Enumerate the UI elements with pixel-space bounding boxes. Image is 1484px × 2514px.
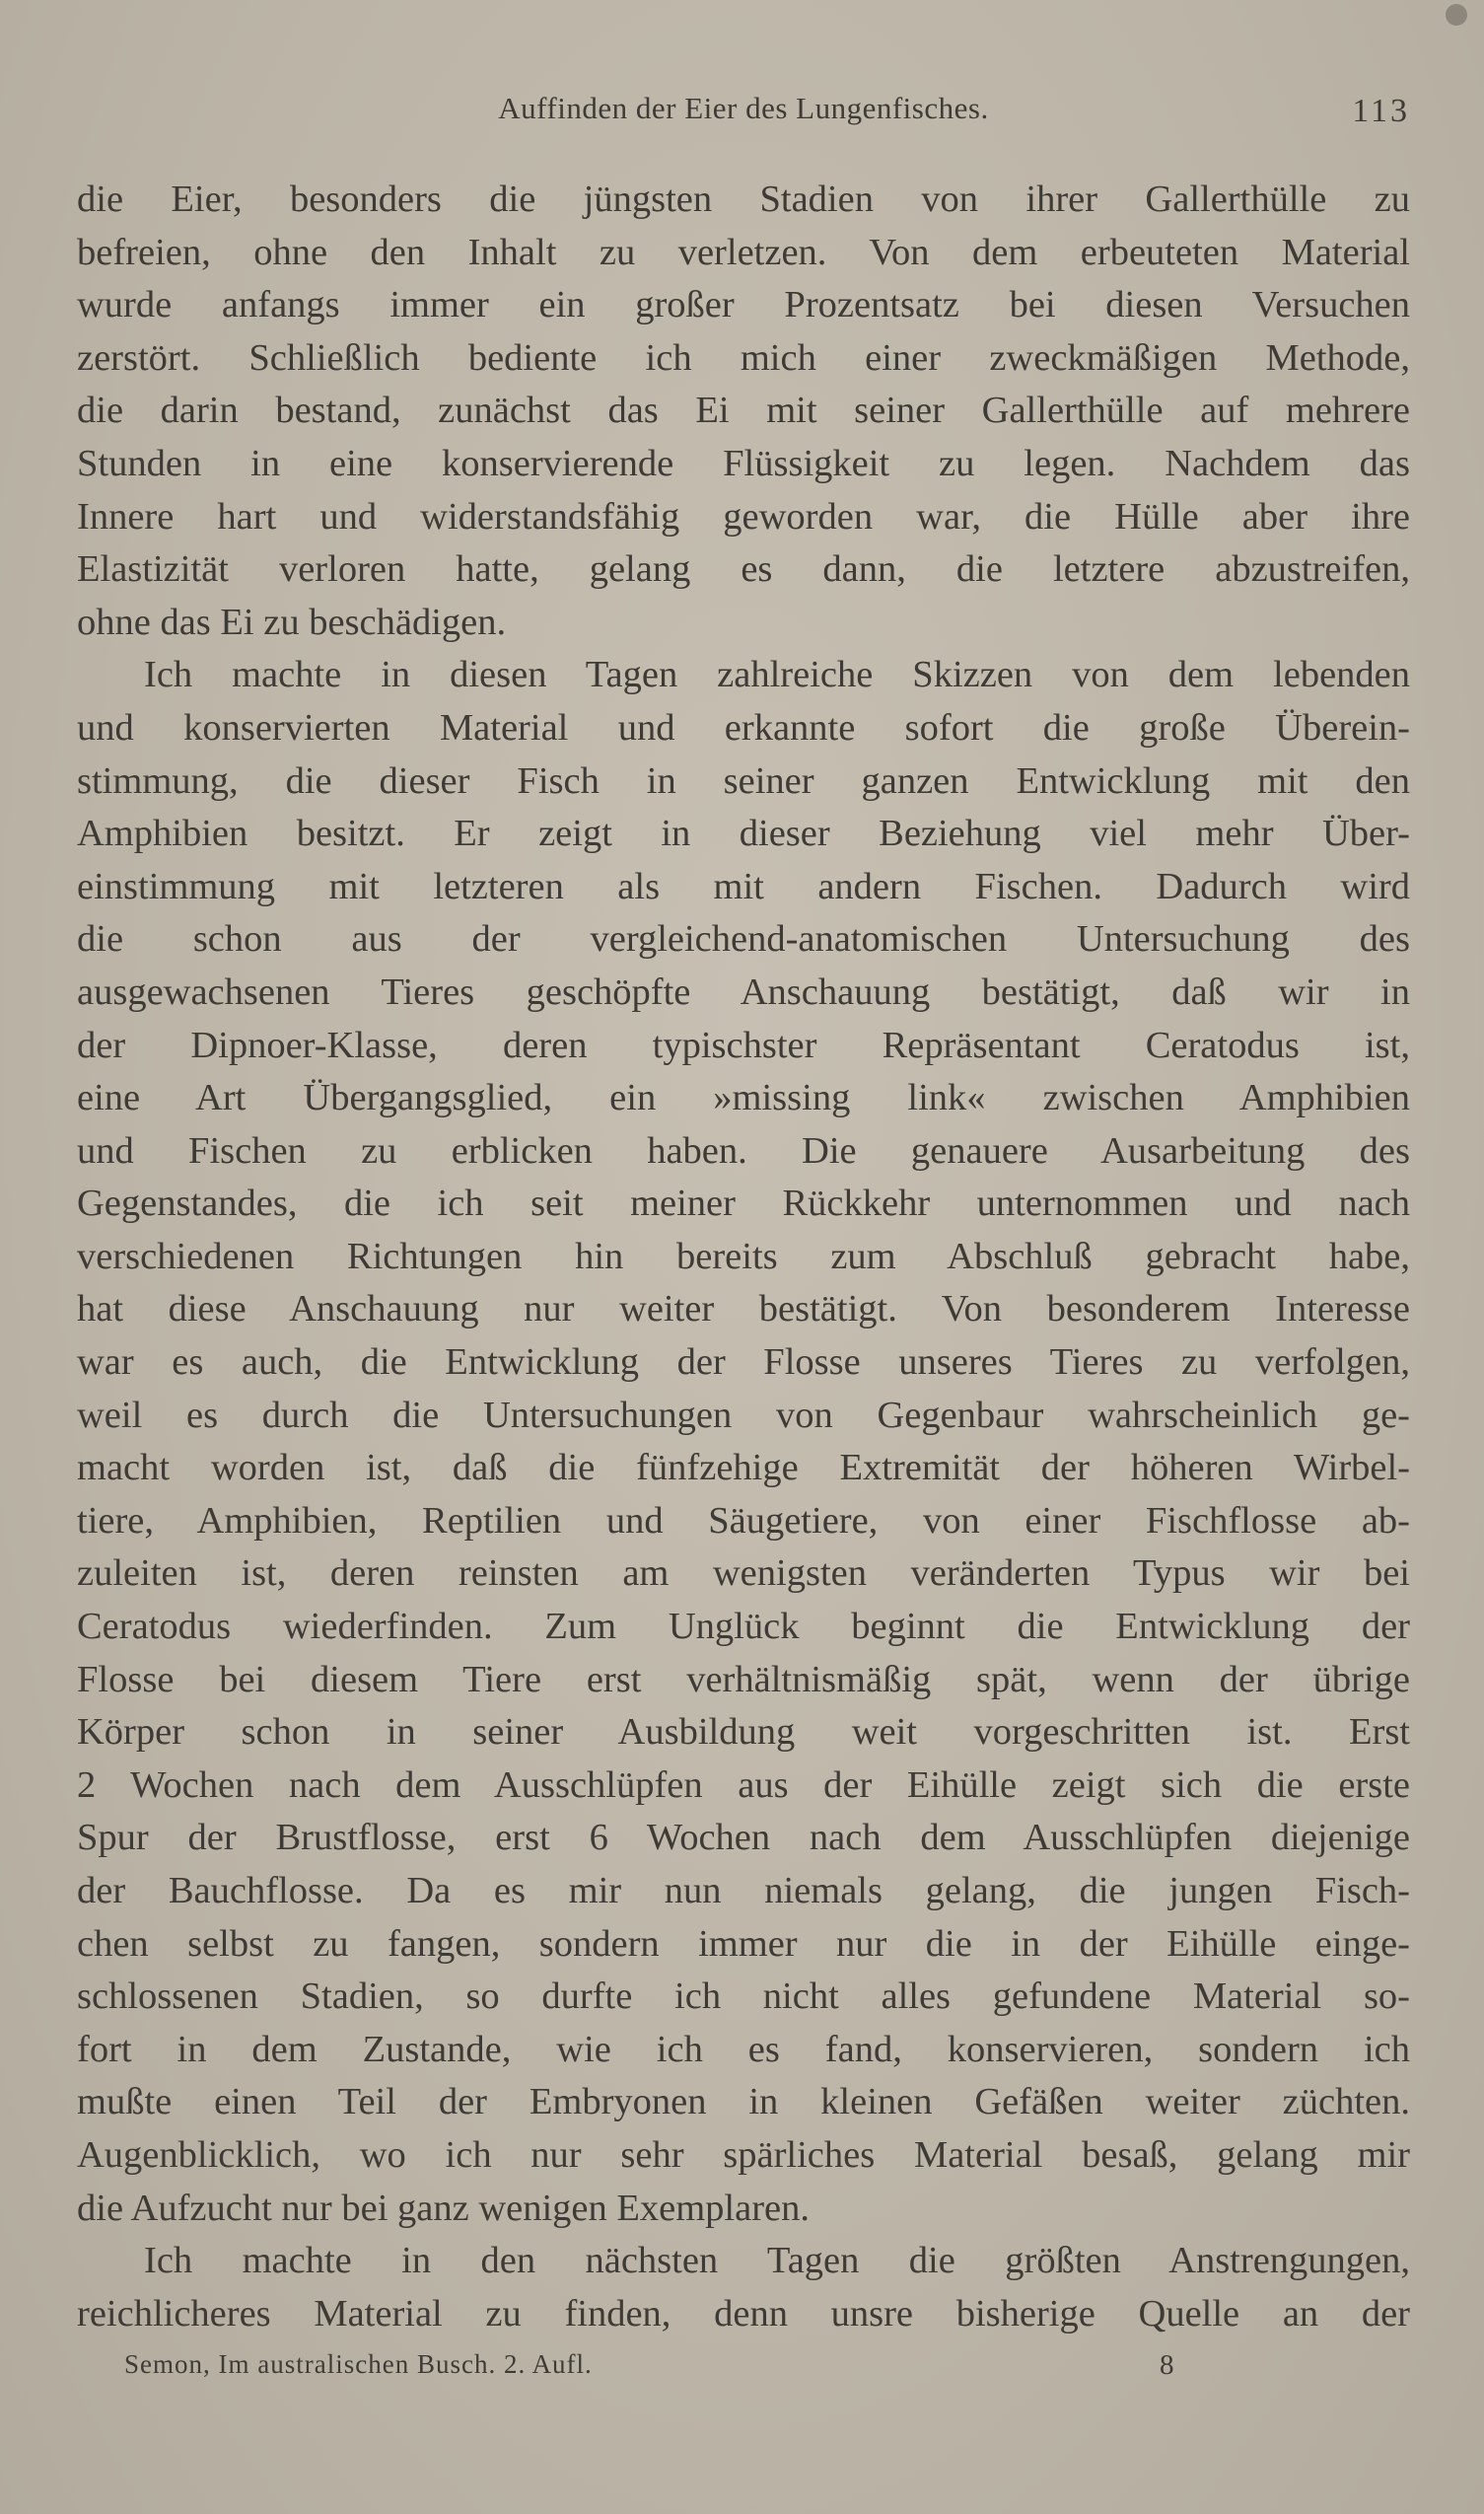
signature-mark: 8 xyxy=(1160,2349,1174,2381)
text-line: die darin bestand, zunächst das Ei mit seiner Gallerthülle auf mehrere xyxy=(77,390,1410,432)
text-line: fort in dem Zustande, wie ich es fand, konservieren, sondern ich xyxy=(77,2028,1410,2070)
text-line: Spur der Brustflosse, erst 6 Wochen nach dem Ausschlüpfen diejenige xyxy=(77,1817,1410,1859)
text-line: Innere hart und widerstandsfähig geworden war, die Hülle aber ihre xyxy=(77,495,1410,538)
text-line: eine Art Übergangsglied, ein »missing link« zwischen Amphibien xyxy=(77,1077,1410,1119)
page-header xyxy=(77,91,1410,134)
printer-signature: Semon, Im australischen Busch. 2. Aufl. xyxy=(124,2349,593,2379)
text-line: Ich machte in diesen Tagen zahlreiche Skizzen von dem lebenden xyxy=(144,654,1410,696)
text-line: mußte einen Teil der Embryonen in kleinen Gefäßen weiter züchten. xyxy=(77,2081,1410,2123)
page-number: 113 xyxy=(1352,93,1410,129)
text-line: weil es durch die Untersuchungen von Gegenbaur wahrscheinlich ge- xyxy=(77,1394,1410,1436)
text-line: und Fischen zu erblicken haben. Die genauere Ausarbeitung des xyxy=(77,1129,1410,1172)
text-line: Elastizität verloren hatte, gelang es dann, die letztere abzustreifen, xyxy=(77,548,1410,591)
text-line: ohne das Ei zu beschädigen. xyxy=(77,601,507,643)
text-line: der Dipnoer-Klasse, deren typischster Repräsentant Ceratodus ist, xyxy=(77,1024,1410,1066)
text-line: reichlicheres Material zu finden, denn unsre bisherige Quelle an der xyxy=(77,2292,1410,2334)
text-line: hat diese Anschauung nur weiter bestätigt. Von besonderem Interesse xyxy=(77,1288,1410,1330)
text-line: die Eier, besonders die jüngsten Stadien von ihrer Gallerthülle zu xyxy=(77,179,1410,220)
text-line: Augenblicklich, wo ich nur sehr spärliches Material besaß, gelang mir xyxy=(77,2133,1410,2176)
page-footer xyxy=(124,2349,1189,2389)
text-line: Flosse bei diesem Tiere erst verhältnismäßig spät, wenn der übrige xyxy=(77,1658,1410,1700)
text-line: 2 Wochen nach dem Ausschlüpfen aus der Eihülle zeigt sich die erste xyxy=(77,1763,1410,1806)
running-title: Auffinden der Eier des Lungenfisches. xyxy=(498,91,989,125)
text-line: Gegenstandes, die ich seit meiner Rückkehr unternommen und nach xyxy=(77,1183,1410,1225)
text-line: zuleiten ist, deren reinsten am wenigsten veränderten Typus wir bei xyxy=(77,1552,1410,1595)
text-line: Amphibien besitzt. Er zeigt in dieser Beziehung viel mehr Über- xyxy=(77,813,1410,855)
text-line: tiere, Amphibien, Reptilien und Säugetiere, von einer Fischflosse ab- xyxy=(77,1499,1410,1542)
text-line: verschiedenen Richtungen hin bereits zum Abschluß gebracht habe, xyxy=(77,1235,1410,1277)
text-line: die schon aus der vergleichend-anatomischen Untersuchung des xyxy=(77,918,1410,961)
text-line: die Aufzucht nur bei ganz wenigen Exemplaren. xyxy=(77,2187,810,2229)
text-line: Stunden in eine konservierende Flüssigkeit zu legen. Nachdem das xyxy=(77,442,1410,484)
paragraph xyxy=(77,174,1410,649)
paragraph xyxy=(77,649,1410,2235)
text-line: wurde anfangs immer ein großer Prozentsatz bei diesen Versuchen xyxy=(77,284,1410,326)
text-line: macht worden ist, daß die fünfzehige Extremität der höheren Wirbel- xyxy=(77,1447,1410,1489)
text-line: einstimmung mit letzteren als mit andern Fischen. Dadurch wird xyxy=(77,865,1410,907)
text-line: Ich machte in den nächsten Tagen die größten Anstrengungen, xyxy=(144,2240,1410,2282)
text-line: stimmung, die dieser Fisch in seiner ganzen Entwicklung mit den xyxy=(77,759,1410,802)
text-line: befreien, ohne den Inhalt zu verletzen. Von dem erbeuteten Material xyxy=(77,231,1410,273)
text-line: der Bauchflosse. Da es mir nun niemals gelang, die jungen Fisch- xyxy=(77,1870,1410,1911)
text-line: ausgewachsenen Tieres geschöpfte Anschauung bestätigt, daß wir in xyxy=(77,970,1410,1013)
text-line: Körper schon in seiner Ausbildung weit vorgeschritten ist. Erst xyxy=(77,1711,1410,1754)
text-line: schlossenen Stadien, so durfte ich nicht alles gefundene Material so- xyxy=(77,1975,1410,2018)
text-line: Ceratodus wiederfinden. Zum Unglück beginnt die Entwicklung der xyxy=(77,1606,1410,1648)
text-line: zerstört. Schließlich bediente ich mich einer zweckmäßigen Methode, xyxy=(77,336,1410,379)
text-line: chen selbst zu fangen, sondern immer nur die in der Eihülle einge- xyxy=(77,1922,1410,1965)
text-line: war es auch, die Entwicklung der Flosse unseres Tieres zu verfolgen, xyxy=(77,1341,1410,1384)
body-text xyxy=(77,174,1410,2340)
text-line: und konservierten Material und erkannte sofort die große Überein- xyxy=(77,706,1410,749)
scan-spot xyxy=(1446,4,1467,26)
paragraph xyxy=(77,2235,1410,2340)
